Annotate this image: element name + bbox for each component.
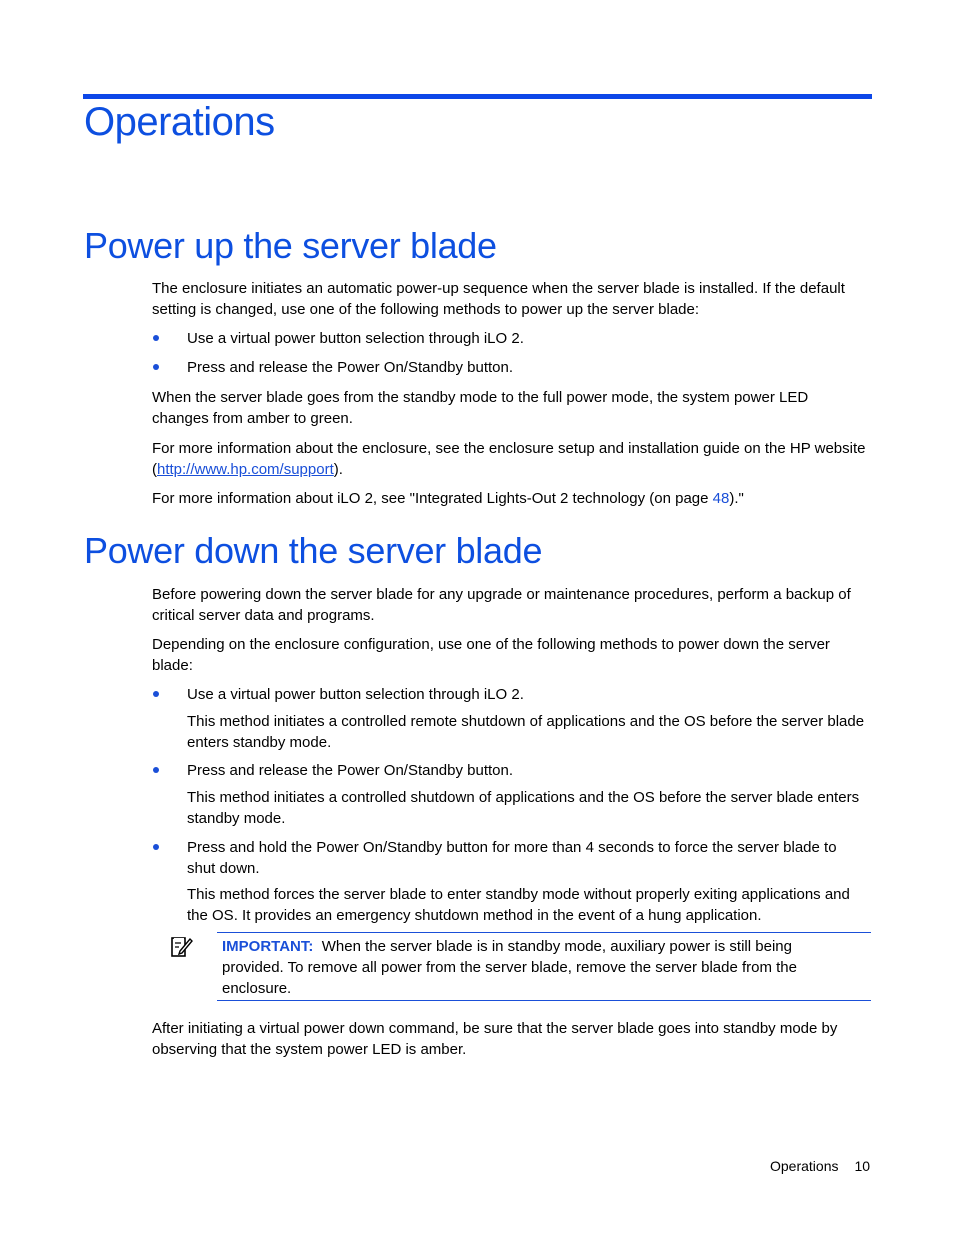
footer-section: Operations: [770, 1158, 839, 1174]
chapter-title: Operations: [84, 100, 275, 144]
power-down-bullet-3: Press and hold the Power On/Standby button for more than 4 seconds to force the server blade to shut down.: [187, 839, 837, 877]
bullet-icon: [153, 767, 159, 773]
ilo-info-paragraph: [152, 488, 867, 509]
important-label: IMPORTANT:: [222, 938, 314, 955]
power-up-bullet-2: Press and release the Power On/Standby button.: [187, 359, 514, 376]
enclosure-info-text-end: ).: [333, 461, 343, 478]
important-note: [222, 936, 822, 999]
bullet-icon: [153, 335, 159, 341]
enclosure-info-paragraph: [152, 438, 867, 480]
page-footer: [770, 1158, 870, 1174]
section-heading-power-down: Power down the server blade: [84, 530, 543, 571]
hp-support-link[interactable]: http://www.hp.com/support: [157, 461, 334, 478]
important-note-icon: [170, 935, 194, 959]
footer-page-number: 10: [854, 1158, 871, 1174]
ilo-info-text: For more information about iLO 2, see "Integrated Lights-Out 2 technology (on page: [152, 490, 713, 507]
power-down-bullet-1: Use a virtual power button selection through iLO 2.: [187, 686, 524, 703]
power-down-bullet-1-detail: This method initiates a controlled remote shutdown of applications and the OS before the server blade enters standby mode.: [187, 713, 865, 751]
power-down-bullet-3-detail: This method forces the server blade to enter standby mode without properly exiting applications and the OS. It provides an emergency shutdown method in the event of a hung application.: [187, 886, 850, 924]
enclosure-info-text: For more information about the enclosure, see the enclosure setup and installation guide on the HP website (: [152, 440, 866, 478]
power-up-led-paragraph: When the server blade goes from the standby mode to the full power mode, the system power LED changes from amber to green.: [152, 389, 809, 427]
note-rule-bottom: [217, 1000, 871, 1001]
page-48-link[interactable]: 48: [712, 490, 730, 507]
chapter-rule: [83, 94, 872, 99]
bullet-icon: [153, 364, 159, 370]
important-note-text: When the server blade is in standby mode, auxiliary power is still being provided. To remove all power from the server blade, remove the server blade from the enclosure.: [222, 938, 797, 997]
power-up-intro: The enclosure initiates an automatic power-up sequence when the server blade is installed. If the default setting is changed, use one of the following methods to power up the server blade:: [152, 280, 845, 318]
bullet-icon: [153, 844, 159, 850]
power-down-methods-paragraph: Depending on the enclosure configuration, use one of the following methods to power down the server blade:: [152, 636, 830, 674]
power-up-bullet-1: Use a virtual power button selection through iLO 2.: [187, 330, 524, 347]
ilo-info-text-end: ).": [729, 490, 744, 507]
power-down-bullet-2-detail: This method initiates a controlled shutdown of applications and the OS before the server blade enters standby mode.: [187, 789, 860, 827]
power-down-closing-paragraph: After initiating a virtual power down command, be sure that the server blade goes into standby mode by observing that the system power LED is amber.: [152, 1020, 838, 1058]
power-down-backup-paragraph: Before powering down the server blade for any upgrade or maintenance procedures, perform a backup of critical server data and programs.: [152, 586, 851, 624]
bullet-icon: [153, 691, 159, 697]
section-heading-power-up: Power up the server blade: [84, 225, 497, 266]
note-rule-top: [217, 932, 871, 933]
power-down-bullet-2: Press and release the Power On/Standby button.: [187, 762, 514, 779]
